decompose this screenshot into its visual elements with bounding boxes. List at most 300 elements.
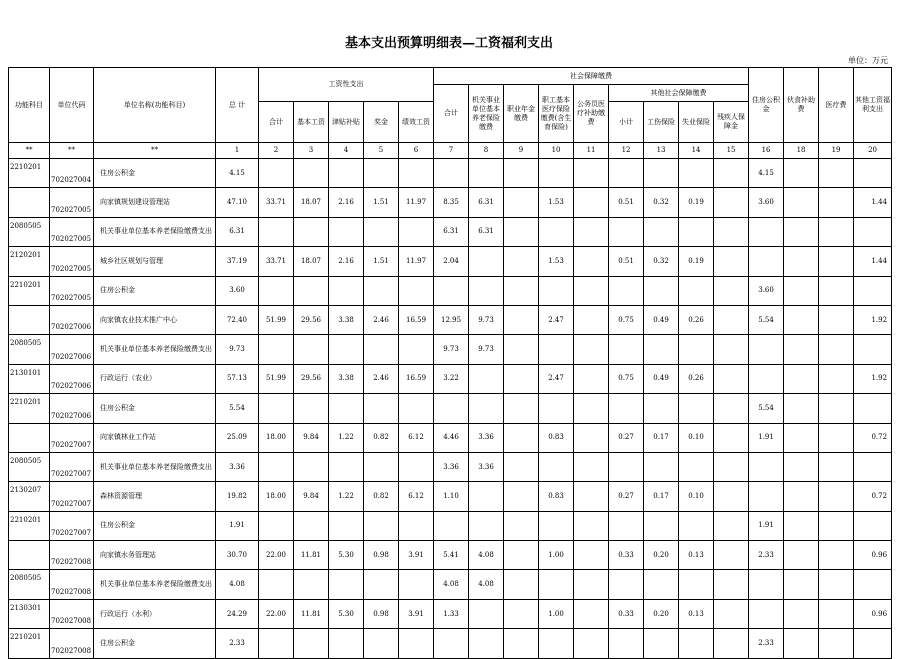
amount-cell [504, 599, 539, 628]
amount-cell: 24.29 [216, 599, 259, 628]
amount-cell: 11.81 [294, 541, 329, 570]
amount-cell [329, 570, 364, 599]
amount-cell [679, 629, 714, 658]
amount-cell: 1.91 [749, 511, 784, 540]
unit-code-cell: 702027008 [50, 541, 94, 570]
header-allowance: 津贴补贴 [329, 102, 364, 143]
amount-cell [574, 364, 609, 393]
unit-name-cell: 机关事业单位基本养老保险缴费支出 [94, 335, 216, 364]
amount-cell [259, 217, 294, 246]
amount-cell [854, 159, 892, 188]
unit-code-cell: 702027007 [50, 511, 94, 540]
amount-cell: 5.54 [749, 394, 784, 423]
amount-cell: 0.72 [854, 423, 892, 452]
amount-cell: 2.16 [329, 247, 364, 276]
amount-cell: 19.82 [216, 482, 259, 511]
amount-cell: 9.73 [469, 305, 504, 334]
header-unit-name: 单位名称(功能科目) [94, 68, 216, 143]
amount-cell [504, 188, 539, 217]
amount-cell: 4.46 [434, 423, 469, 452]
amount-cell: 18.07 [294, 188, 329, 217]
amount-cell [259, 629, 294, 658]
amount-cell [784, 511, 819, 540]
column-index-cell: 18 [784, 143, 819, 159]
amount-cell [399, 452, 434, 481]
amount-cell: 16.59 [399, 364, 434, 393]
header-bonus: 奖金 [364, 102, 399, 143]
amount-cell [399, 159, 434, 188]
table-row [9, 159, 892, 188]
table-row [9, 247, 892, 276]
table-row [9, 629, 892, 658]
amount-cell [329, 629, 364, 658]
amount-cell [714, 482, 749, 511]
amount-cell: 3.36 [469, 423, 504, 452]
amount-cell [574, 247, 609, 276]
column-index-cell: 10 [539, 143, 574, 159]
amount-cell [854, 511, 892, 540]
unit-name-cell: 机关事业单位基本养老保险缴费支出 [94, 217, 216, 246]
unit-code-cell: 702027007 [50, 423, 94, 452]
table-row [9, 188, 892, 217]
amount-cell [504, 541, 539, 570]
amount-cell [854, 452, 892, 481]
amount-cell [574, 305, 609, 334]
amount-cell [819, 364, 854, 393]
amount-cell: 0.75 [609, 305, 644, 334]
amount-cell [749, 570, 784, 599]
amount-cell [644, 217, 679, 246]
amount-cell [714, 629, 749, 658]
amount-cell [504, 335, 539, 364]
amount-cell: 2.33 [749, 541, 784, 570]
amount-cell [679, 452, 714, 481]
amount-cell: 1.51 [364, 188, 399, 217]
amount-cell [714, 423, 749, 452]
amount-cell [259, 452, 294, 481]
func-code-cell [9, 188, 50, 217]
header-wage-total: 合计 [259, 102, 294, 143]
unit-code-cell: 702027008 [50, 570, 94, 599]
amount-cell [364, 452, 399, 481]
amount-cell [399, 570, 434, 599]
amount-cell: 1.10 [434, 482, 469, 511]
amount-cell [784, 247, 819, 276]
amount-cell [469, 511, 504, 540]
header-other-group: 其他社会保障缴费 [609, 85, 749, 102]
amount-cell [469, 482, 504, 511]
column-index-cell: 4 [329, 143, 364, 159]
amount-cell [294, 276, 329, 305]
amount-cell: 0.83 [539, 482, 574, 511]
column-index-cell: 15 [714, 143, 749, 159]
amount-cell: 3.22 [434, 364, 469, 393]
amount-cell [609, 394, 644, 423]
amount-cell [399, 276, 434, 305]
amount-cell: 2.33 [216, 629, 259, 658]
amount-cell [854, 394, 892, 423]
amount-cell [714, 394, 749, 423]
amount-cell [574, 159, 609, 188]
amount-cell [364, 159, 399, 188]
amount-cell: 0.49 [644, 305, 679, 334]
amount-cell [294, 159, 329, 188]
unit-name-cell: 行政运行（农业） [94, 364, 216, 393]
amount-cell [784, 335, 819, 364]
amount-cell [399, 394, 434, 423]
amount-cell [679, 570, 714, 599]
amount-cell [469, 276, 504, 305]
amount-cell: 29.56 [294, 364, 329, 393]
table-row [9, 335, 892, 364]
amount-cell: 1.53 [539, 247, 574, 276]
amount-cell: 0.96 [854, 599, 892, 628]
amount-cell: 9.84 [294, 482, 329, 511]
amount-cell [329, 452, 364, 481]
amount-cell [609, 276, 644, 305]
amount-cell: 33.71 [259, 188, 294, 217]
header-performance: 绩效工资 [399, 102, 434, 143]
amount-cell [574, 452, 609, 481]
func-code-cell [9, 423, 50, 452]
amount-cell [819, 511, 854, 540]
amount-cell [714, 217, 749, 246]
amount-cell [294, 452, 329, 481]
amount-cell: 9.73 [469, 335, 504, 364]
amount-cell: 1.44 [854, 247, 892, 276]
unit-code-cell: 702027008 [50, 629, 94, 658]
amount-cell [679, 217, 714, 246]
amount-cell: 6.31 [469, 217, 504, 246]
amount-cell: 11.97 [399, 188, 434, 217]
amount-cell: 4.08 [434, 570, 469, 599]
unit-name-cell: 森林资源管理 [94, 482, 216, 511]
amount-cell [714, 247, 749, 276]
amount-cell: 1.33 [434, 599, 469, 628]
amount-cell: 0.10 [679, 482, 714, 511]
amount-cell [819, 570, 854, 599]
amount-cell: 1.22 [329, 423, 364, 452]
amount-cell [574, 599, 609, 628]
amount-cell [784, 482, 819, 511]
table-row [9, 423, 892, 452]
amount-cell [714, 541, 749, 570]
amount-cell [574, 511, 609, 540]
header-unit-code: 单位代码 [50, 68, 94, 143]
unit-name-cell: 行政运行（水利） [94, 599, 216, 628]
amount-cell: 0.26 [679, 364, 714, 393]
amount-cell: 6.31 [434, 217, 469, 246]
amount-cell: 4.08 [469, 541, 504, 570]
header-other-subtotal: 小计 [609, 102, 644, 143]
amount-cell [364, 511, 399, 540]
amount-cell: 0.32 [644, 188, 679, 217]
amount-cell [819, 188, 854, 217]
amount-cell [294, 629, 329, 658]
func-code-cell [9, 305, 50, 334]
header-wage-group: 工资性支出 [259, 68, 434, 102]
table-body [9, 159, 892, 659]
amount-cell: 4.08 [216, 570, 259, 599]
amount-cell: 1.00 [539, 599, 574, 628]
amount-cell: 3.60 [749, 188, 784, 217]
amount-cell [714, 159, 749, 188]
func-code-cell: 2210201 [9, 629, 50, 658]
amount-cell [294, 217, 329, 246]
amount-cell: 8.35 [434, 188, 469, 217]
header-func-code: 功能科目 [9, 68, 50, 143]
unit-code-cell: 702027006 [50, 364, 94, 393]
amount-cell [329, 159, 364, 188]
amount-cell [574, 629, 609, 658]
amount-cell [819, 482, 854, 511]
header-total: 总 计 [216, 68, 259, 143]
amount-cell [364, 394, 399, 423]
salary-welfare-table [8, 67, 892, 659]
amount-cell [609, 452, 644, 481]
report-title: 基本支出预算明细表—工资福利支出 [344, 36, 553, 51]
amount-cell [854, 570, 892, 599]
column-index-cell: 1 [216, 143, 259, 159]
amount-cell [259, 511, 294, 540]
amount-cell [714, 599, 749, 628]
amount-cell: 16.59 [399, 305, 434, 334]
amount-cell: 0.27 [609, 423, 644, 452]
amount-cell: 51.99 [259, 364, 294, 393]
amount-cell: 0.51 [609, 188, 644, 217]
amount-cell [784, 188, 819, 217]
unit-name-cell: 城乡社区规划与管理 [94, 247, 216, 276]
amount-cell [644, 159, 679, 188]
amount-cell [819, 629, 854, 658]
amount-cell [819, 541, 854, 570]
column-index-cell: 13 [644, 143, 679, 159]
amount-cell [329, 335, 364, 364]
amount-cell [364, 629, 399, 658]
column-index-cell: 8 [469, 143, 504, 159]
amount-cell [644, 570, 679, 599]
amount-cell [819, 276, 854, 305]
table-row [9, 452, 892, 481]
amount-cell: 11.97 [399, 247, 434, 276]
unit-label: 单位：万元 [848, 56, 888, 65]
amount-cell: 0.72 [854, 482, 892, 511]
amount-cell [504, 247, 539, 276]
header-basic-wage: 基本工资 [294, 102, 329, 143]
amount-cell: 0.83 [539, 423, 574, 452]
amount-cell: 30.70 [216, 541, 259, 570]
amount-cell: 0.13 [679, 541, 714, 570]
amount-cell [504, 217, 539, 246]
amount-cell [784, 629, 819, 658]
amount-cell: 1.53 [539, 188, 574, 217]
amount-cell: 1.92 [854, 364, 892, 393]
unit-name-cell: 住房公积金 [94, 159, 216, 188]
amount-cell: 0.26 [679, 305, 714, 334]
unit-code-cell: 702027005 [50, 247, 94, 276]
amount-cell: 1.91 [749, 423, 784, 452]
amount-cell [539, 452, 574, 481]
unit-name-cell: 住房公积金 [94, 276, 216, 305]
amount-cell: 0.32 [644, 247, 679, 276]
amount-cell [819, 247, 854, 276]
amount-cell: 1.00 [539, 541, 574, 570]
amount-cell: 9.84 [294, 423, 329, 452]
unit-code-cell: 702027007 [50, 482, 94, 511]
header-social-group: 社会保障缴费 [434, 68, 749, 85]
amount-cell [504, 570, 539, 599]
amount-cell: 22.00 [259, 599, 294, 628]
amount-cell: 2.46 [364, 364, 399, 393]
amount-cell [784, 394, 819, 423]
amount-cell [854, 276, 892, 305]
func-code-cell [9, 541, 50, 570]
func-code-cell: 2130301 [9, 599, 50, 628]
amount-cell [294, 335, 329, 364]
amount-cell [469, 247, 504, 276]
unit-name-cell: 向家镇林业工作站 [94, 423, 216, 452]
amount-cell: 0.33 [609, 599, 644, 628]
header-housing: 住房公积金 [749, 68, 784, 143]
amount-cell: 6.12 [399, 423, 434, 452]
column-index-cell: ** [9, 143, 50, 159]
column-index-cell: 3 [294, 143, 329, 159]
column-index-cell: 5 [364, 143, 399, 159]
amount-cell [714, 335, 749, 364]
amount-cell: 0.82 [364, 423, 399, 452]
amount-cell: 6.12 [399, 482, 434, 511]
func-code-cell: 2080505 [9, 452, 50, 481]
amount-cell: 6.31 [469, 188, 504, 217]
amount-cell [504, 629, 539, 658]
amount-cell [364, 276, 399, 305]
amount-cell [574, 335, 609, 364]
amount-cell: 51.99 [259, 305, 294, 334]
header-annuity: 职业年金缴费 [504, 85, 539, 143]
unit-name-cell: 住房公积金 [94, 511, 216, 540]
amount-cell [679, 159, 714, 188]
unit-code-cell: 702027005 [50, 188, 94, 217]
amount-cell: 0.17 [644, 482, 679, 511]
unit-code-cell: 702027006 [50, 335, 94, 364]
amount-cell [259, 276, 294, 305]
amount-cell: 2.16 [329, 188, 364, 217]
amount-cell [644, 452, 679, 481]
amount-cell: 1.22 [329, 482, 364, 511]
amount-cell [574, 217, 609, 246]
amount-cell: 29.56 [294, 305, 329, 334]
amount-cell [469, 394, 504, 423]
amount-cell: 0.98 [364, 599, 399, 628]
amount-cell [294, 394, 329, 423]
amount-cell: 33.71 [259, 247, 294, 276]
amount-cell [504, 364, 539, 393]
amount-cell: 1.91 [216, 511, 259, 540]
amount-cell: 1.92 [854, 305, 892, 334]
amount-cell [504, 452, 539, 481]
amount-cell: 0.98 [364, 541, 399, 570]
func-code-cell: 2210201 [9, 511, 50, 540]
column-index-cell: ** [50, 143, 94, 159]
amount-cell: 0.13 [679, 599, 714, 628]
unit-name-cell: 向家镇规划建设管理站 [94, 188, 216, 217]
table-row [9, 305, 892, 334]
table-row [9, 482, 892, 511]
amount-cell [329, 276, 364, 305]
amount-cell [364, 335, 399, 364]
func-code-cell: 2080505 [9, 217, 50, 246]
amount-cell: 3.91 [399, 541, 434, 570]
amount-cell [819, 599, 854, 628]
amount-cell [749, 599, 784, 628]
amount-cell [714, 452, 749, 481]
amount-cell [784, 570, 819, 599]
amount-cell [504, 276, 539, 305]
amount-cell [399, 629, 434, 658]
amount-cell: 12.95 [434, 305, 469, 334]
amount-cell [399, 335, 434, 364]
amount-cell [714, 364, 749, 393]
amount-cell: 1.51 [364, 247, 399, 276]
unit-name-cell: 向家镇水务管理站 [94, 541, 216, 570]
amount-cell [819, 305, 854, 334]
amount-cell [679, 335, 714, 364]
table-row [9, 541, 892, 570]
amount-cell [749, 452, 784, 481]
amount-cell: 18.00 [259, 482, 294, 511]
amount-cell [539, 159, 574, 188]
amount-cell: 3.36 [434, 452, 469, 481]
amount-cell [294, 511, 329, 540]
header-medical: 医疗费 [819, 68, 854, 143]
amount-cell [469, 629, 504, 658]
amount-cell: 25.09 [216, 423, 259, 452]
amount-cell: 3.36 [469, 452, 504, 481]
amount-cell [574, 276, 609, 305]
amount-cell [784, 599, 819, 628]
amount-cell [539, 570, 574, 599]
header-pension: 机关事业单位基本养老保险缴费 [469, 85, 504, 143]
unit-code-cell: 702027005 [50, 217, 94, 246]
amount-cell: 57.13 [216, 364, 259, 393]
amount-cell [784, 276, 819, 305]
amount-cell [749, 482, 784, 511]
column-index-cell: 9 [504, 143, 539, 159]
amount-cell [749, 217, 784, 246]
amount-cell [469, 159, 504, 188]
amount-cell [434, 276, 469, 305]
amount-cell: 2.47 [539, 305, 574, 334]
amount-cell: 9.73 [434, 335, 469, 364]
unit-code-cell: 702027004 [50, 159, 94, 188]
amount-cell [749, 247, 784, 276]
amount-cell [504, 159, 539, 188]
amount-cell: 1.44 [854, 188, 892, 217]
amount-cell [644, 394, 679, 423]
amount-cell: 18.07 [294, 247, 329, 276]
func-code-cell: 2210201 [9, 159, 50, 188]
column-index-cell: 19 [819, 143, 854, 159]
func-code-cell: 2210201 [9, 394, 50, 423]
amount-cell: 3.91 [399, 599, 434, 628]
amount-cell [784, 541, 819, 570]
func-code-cell: 2080505 [9, 570, 50, 599]
amount-cell [434, 394, 469, 423]
amount-cell [399, 217, 434, 246]
table-row [9, 511, 892, 540]
unit-name-cell: 向家镇农业技术推广中心 [94, 305, 216, 334]
header-social-total: 合计 [434, 85, 469, 143]
